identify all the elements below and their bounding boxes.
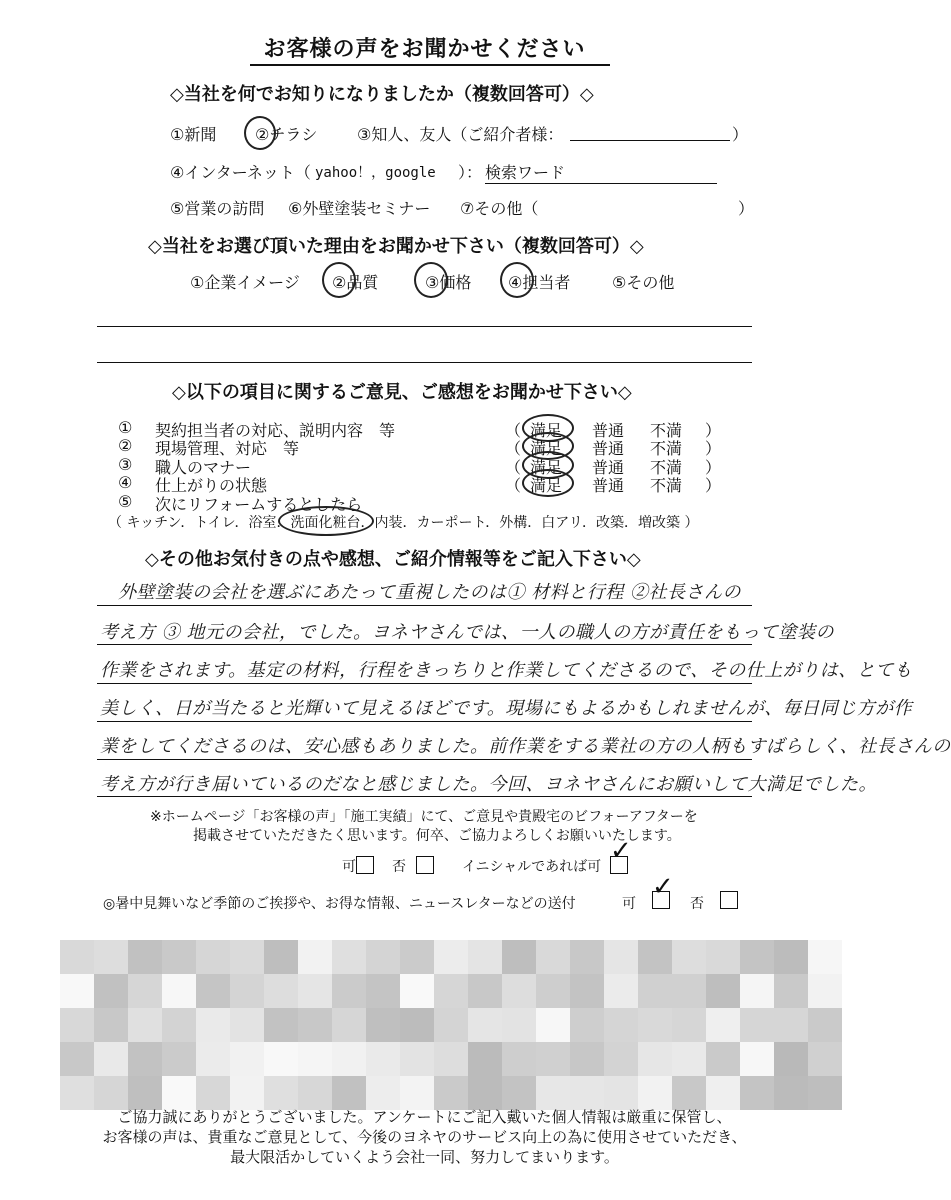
mosaic-tile: [672, 940, 706, 974]
mosaic-tile: [502, 940, 536, 974]
mosaic-tile: [332, 1042, 366, 1076]
mosaic-tile: [94, 1076, 128, 1110]
publish-yes-label: 可: [342, 859, 356, 875]
answer-line: [97, 605, 752, 606]
mosaic-tile: [162, 940, 196, 974]
mosaic-tile: [740, 1008, 774, 1042]
mosaic-tile: [400, 1008, 434, 1042]
mosaic-tile: [264, 1076, 298, 1110]
q3-rating-normal[interactable]: 普通: [592, 476, 625, 495]
q3-item-number: ①: [118, 418, 133, 437]
mosaic-tile: [604, 1008, 638, 1042]
q3-rating-satisfied[interactable]: 満足: [530, 476, 563, 495]
mosaic-tile: [298, 940, 332, 974]
mosaic-tile: [774, 974, 808, 1008]
q3-rating-normal[interactable]: 普通: [592, 458, 625, 477]
mosaic-tile: [400, 1042, 434, 1076]
mosaic-tile: [128, 940, 162, 974]
checkmark-icon: ✓: [652, 872, 674, 902]
mosaic-tile: [298, 1008, 332, 1042]
mosaic-tile: [536, 974, 570, 1008]
mosaic-tile: [672, 974, 706, 1008]
q3-rating-normal[interactable]: 普通: [592, 421, 625, 440]
mosaic-tile: [808, 1008, 842, 1042]
answer-line: [97, 721, 752, 722]
mosaic-tile: [740, 1076, 774, 1110]
mosaic-tile: [638, 1042, 672, 1076]
q2-heading: ◇当社をお選び頂いた理由をお聞かせ下さい（複数回答可）◇: [148, 236, 644, 257]
q1-option-other[interactable]: ⑦その他（: [460, 199, 539, 218]
answer-line: [97, 759, 752, 760]
mosaic-tile: [468, 1042, 502, 1076]
q1-option-acquaintance-close: ）: [732, 125, 749, 144]
q1-option-newspaper[interactable]: ①新聞: [170, 125, 217, 144]
mosaic-tile: [94, 974, 128, 1008]
mosaic-tile: [536, 1042, 570, 1076]
comment-line: 考え方が行き届いているのだなと感じました。今回、ヨネヤさんにお願いして大満足でした。: [100, 774, 877, 795]
answer-line: [97, 362, 752, 363]
q1-option-other-close: ）: [738, 199, 755, 218]
q3-item-label: 契約担当者の対応、説明内容 等: [155, 421, 396, 440]
mosaic-tile: [570, 1008, 604, 1042]
q1-option-acquaintance[interactable]: ③知人、友人（ご紹介者様：: [357, 125, 564, 144]
mosaic-tile: [638, 974, 672, 1008]
mosaic-tile: [774, 1042, 808, 1076]
q1-option-seminar[interactable]: ⑥外壁塗装セミナー: [288, 199, 431, 218]
mosaic-tile: [196, 1042, 230, 1076]
consent-note-2: 掲載させていただきたく思います。何卒、ご協力よろしくお願いいたします。: [193, 828, 681, 844]
redacted-personal-info: [60, 940, 830, 1100]
answer-line: [97, 326, 752, 327]
mosaic-tile: [808, 974, 842, 1008]
q1-option-flyer[interactable]: ②チラシ: [255, 125, 318, 144]
q3-rating-unsatisfied[interactable]: 不満: [650, 458, 683, 477]
mosaic-tile: [264, 1008, 298, 1042]
mosaic-tile: [366, 1076, 400, 1110]
q3-item-number: ②: [118, 436, 133, 455]
mosaic-tile: [740, 940, 774, 974]
q3-item5-label: 次にリフォームするとしたら: [155, 495, 363, 514]
q3-item-label: 仕上がりの状態: [155, 476, 268, 495]
mosaic-tile: [230, 1076, 264, 1110]
mail-consent-text: ◎暑中見舞いなど季節のご挨拶や、お得な情報、ニュースレターなどの送付: [103, 896, 576, 912]
mosaic-tile: [230, 974, 264, 1008]
mosaic-tile: [570, 974, 604, 1008]
footer-line-2: お客様の声は、貴重なご意見として、今後のヨネヤのサービス向上の為に使用させていただき、: [102, 1128, 747, 1146]
title-underline: [250, 64, 610, 66]
q2-option-quality[interactable]: ②品質: [332, 273, 379, 292]
q3-item-number: ④: [118, 473, 133, 492]
publish-no-label: 否: [392, 859, 406, 875]
mail-yes-label: 可: [622, 896, 636, 912]
q3-item5-number: ⑤: [118, 492, 133, 511]
mosaic-tile: [298, 974, 332, 1008]
mosaic-tile: [434, 974, 468, 1008]
q3-rating-unsatisfied[interactable]: 不満: [650, 476, 683, 495]
q3-rating-satisfied[interactable]: 満足: [530, 458, 563, 477]
answer-line: [97, 644, 752, 645]
page-title: お客様の声をお聞かせください: [263, 37, 586, 62]
publish-no-checkbox[interactable]: [416, 856, 434, 874]
mosaic-tile: [366, 1042, 400, 1076]
mosaic-tile: [570, 1076, 604, 1110]
q1-search-engines: yahoo！，google: [315, 165, 436, 181]
mosaic-tile: [196, 1008, 230, 1042]
comment-line: 美しく、日が当たると光輝いて見えるほどです。現場にもよるかもしれませんが、毎日同じ方が作: [100, 698, 913, 719]
circle-mark: [500, 262, 534, 298]
mosaic-tile: [638, 940, 672, 974]
q1-option-internet[interactable]: ④インターネット（: [170, 163, 311, 182]
mosaic-tile: [162, 1076, 196, 1110]
comment-line: 業をしてくださるのは、安心感もありました。前作業をする業社の方の人柄もすばらしく、社長さんの: [100, 736, 951, 757]
mosaic-tile: [774, 1076, 808, 1110]
mosaic-tile: [740, 1042, 774, 1076]
q2-option-other[interactable]: ⑤その他: [612, 273, 675, 292]
mosaic-tile: [706, 940, 740, 974]
mosaic-tile: [162, 1042, 196, 1076]
mosaic-tile: [162, 974, 196, 1008]
q3-paren-open: （: [505, 421, 522, 440]
circle-mark: [414, 262, 448, 298]
mosaic-tile: [162, 1008, 196, 1042]
mosaic-tile: [604, 940, 638, 974]
mosaic-tile: [332, 940, 366, 974]
mosaic-tile: [706, 1076, 740, 1110]
mosaic-tile: [128, 1076, 162, 1110]
mosaic-tile: [94, 1042, 128, 1076]
comment-line: 作業をされます。基定の材料，行程をきっちりと作業してくださるので、その仕上がりは、とても: [100, 660, 913, 681]
mosaic-tile: [774, 940, 808, 974]
mosaic-tile: [672, 1042, 706, 1076]
mosaic-tile: [332, 1008, 366, 1042]
mosaic-tile: [672, 1008, 706, 1042]
mosaic-tile: [774, 1008, 808, 1042]
q2-option-staff[interactable]: ④担当者: [508, 273, 571, 292]
mosaic-tile: [94, 940, 128, 974]
mosaic-tile: [264, 974, 298, 1008]
q3-item-number: ③: [118, 455, 133, 474]
mosaic-tile: [808, 1076, 842, 1110]
mosaic-tile: [332, 974, 366, 1008]
mosaic-tile: [808, 940, 842, 974]
mosaic-tile: [264, 1042, 298, 1076]
q3-item-label: 職人のマナー: [155, 458, 252, 477]
mosaic-tile: [502, 974, 536, 1008]
mosaic-tile: [128, 1008, 162, 1042]
q1-internet-sep: ）：: [458, 163, 483, 182]
mosaic-tile: [196, 974, 230, 1008]
mosaic-tile: [468, 940, 502, 974]
mosaic-tile: [434, 1008, 468, 1042]
footer-line-1: ご協力誠にありがとうございました。アンケートにご記入戴いた個人情報は厳重に保管し、: [117, 1108, 732, 1126]
q3-rating-unsatisfied[interactable]: 不満: [650, 439, 683, 458]
mosaic-tile: [128, 1042, 162, 1076]
comment-line: 外壁塗装の会社を選ぶにあたって重視したのは① 材料と行程 ②社長さんの: [118, 582, 741, 603]
mosaic-tile: [60, 1008, 94, 1042]
q3-rating-unsatisfied[interactable]: 不満: [650, 421, 683, 440]
mail-no-checkbox[interactable]: [720, 891, 738, 909]
mosaic-tile: [536, 1076, 570, 1110]
mosaic-tile: [366, 974, 400, 1008]
mosaic-tile: [502, 1008, 536, 1042]
publish-yes-checkbox[interactable]: [356, 856, 374, 874]
mosaic-tile: [196, 940, 230, 974]
mosaic-tile: [230, 1042, 264, 1076]
q3-paren-open: （: [505, 476, 522, 495]
mosaic-tile: [604, 1042, 638, 1076]
comment-line: 考え方 ③ 地元の会社，でした。ヨネヤさんでは、一人の職人の方が責任をもって塗装の: [100, 622, 834, 643]
answer-line: [97, 683, 752, 684]
mosaic-tile: [434, 940, 468, 974]
q1-option-sales-visit[interactable]: ⑤営業の訪問: [170, 199, 265, 218]
q3-paren-open: （: [505, 458, 522, 477]
q3-rating-satisfied[interactable]: 満足: [530, 421, 563, 440]
q3-item-label: 現場管理、対応 等: [155, 439, 300, 458]
mosaic-tile: [740, 974, 774, 1008]
q3-paren-close: ）: [705, 421, 722, 440]
mosaic-tile: [468, 974, 502, 1008]
q3-paren-open: （: [505, 439, 522, 458]
circle-mark: [322, 262, 356, 298]
circle-mark: [522, 469, 574, 497]
mosaic-tile: [366, 1008, 400, 1042]
circle-mark: [278, 506, 374, 536]
q3-reform-options[interactable]: （ キッチン．トイレ．浴室．洗面化粧台．内装．カーポート．外構．白アリ．改築．増改築 ）: [108, 515, 699, 531]
mosaic-tile: [468, 1076, 502, 1110]
mosaic-tile: [366, 940, 400, 974]
mosaic-tile: [94, 1008, 128, 1042]
q2-option-price[interactable]: ③価格: [425, 273, 472, 292]
mosaic-tile: [434, 1042, 468, 1076]
referrer-field[interactable]: [570, 140, 730, 141]
q3-paren-close: ）: [705, 476, 722, 495]
mosaic-tile: [604, 974, 638, 1008]
mosaic-tile: [638, 1008, 672, 1042]
mosaic-tile: [570, 940, 604, 974]
consent-note-1: ※ホームページ「お客様の声」「施工実績」にて、ご意見や貴殿宅のビフォーアフターを: [150, 809, 698, 825]
mosaic-tile: [298, 1076, 332, 1110]
mosaic-tile: [706, 974, 740, 1008]
mosaic-tile: [298, 1042, 332, 1076]
q3-paren-close: ）: [705, 439, 722, 458]
mosaic-tile: [672, 1076, 706, 1110]
footer-line-3: 最大限活かしていくよう会社一同、努力してまいります。: [230, 1148, 619, 1166]
mosaic-tile: [638, 1076, 672, 1110]
mosaic-tile: [502, 1076, 536, 1110]
mosaic-tile: [434, 1076, 468, 1110]
mosaic-tile: [264, 940, 298, 974]
q4-heading: ◇その他お気付きの点や感想、ご紹介情報等をご記入下さい◇: [145, 549, 641, 570]
mosaic-tile: [536, 1008, 570, 1042]
mosaic-tile: [808, 1042, 842, 1076]
mosaic-tile: [60, 974, 94, 1008]
search-keyword-field[interactable]: 検索ワード: [485, 160, 717, 184]
mosaic-tile: [706, 1008, 740, 1042]
mosaic-tile: [468, 1008, 502, 1042]
mosaic-tile: [60, 1076, 94, 1110]
circle-mark: [244, 116, 276, 150]
mosaic-tile: [60, 940, 94, 974]
q3-rating-satisfied[interactable]: 満足: [530, 439, 563, 458]
q3-paren-close: ）: [705, 458, 722, 477]
mosaic-tile: [604, 1076, 638, 1110]
q2-option-image[interactable]: ①企業イメージ: [190, 273, 300, 292]
mosaic-tile: [502, 1042, 536, 1076]
mosaic-tile: [332, 1076, 366, 1110]
publish-initial-label: イニシャルであれば可: [462, 859, 602, 875]
mosaic-tile: [400, 974, 434, 1008]
answer-line: [97, 796, 752, 797]
mosaic-tile: [706, 1042, 740, 1076]
mosaic-tile: [400, 940, 434, 974]
mosaic-tile: [570, 1042, 604, 1076]
mosaic-tile: [536, 940, 570, 974]
q3-rating-normal[interactable]: 普通: [592, 439, 625, 458]
mosaic-tile: [230, 1008, 264, 1042]
checkmark-icon: ✓: [610, 836, 632, 866]
q1-heading: ◇当社を何でお知りになりましたか（複数回答可）◇: [170, 84, 594, 105]
mosaic-tile: [400, 1076, 434, 1110]
mosaic-tile: [196, 1076, 230, 1110]
mail-no-label: 否: [690, 896, 704, 912]
mosaic-tile: [60, 1042, 94, 1076]
mosaic-tile: [128, 974, 162, 1008]
mosaic-tile: [230, 940, 264, 974]
q3-heading: ◇以下の項目に関するご意見、ご感想をお聞かせ下さい◇: [172, 382, 632, 403]
